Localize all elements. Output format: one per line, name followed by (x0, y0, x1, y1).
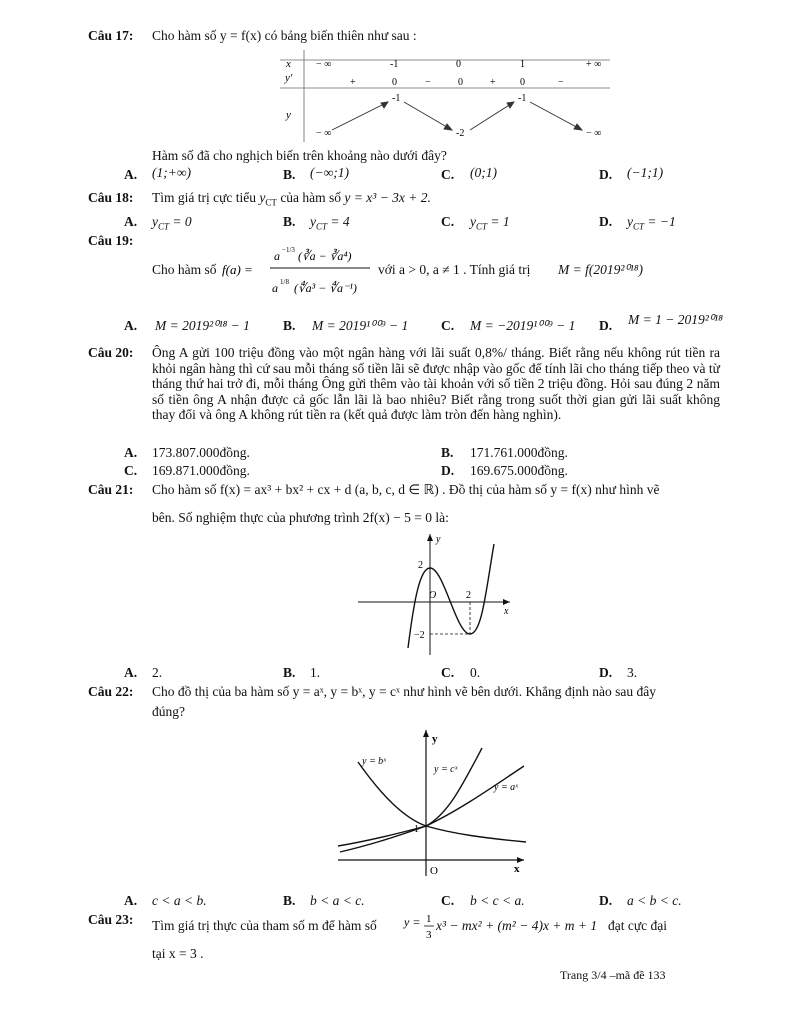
q19-target: M = f(2019²⁰¹⁸) (558, 262, 644, 277)
table-yp-0: + (350, 77, 356, 88)
q22-label-b: y = bˣ (362, 756, 387, 767)
q17-opt-a: (1;+∞) (152, 165, 191, 180)
q20-text: Ông A gửi 100 triệu đồng vào một ngân hàng với lãi suất 0,8%/ tháng. Biết rằng nếu không rút tiền ra khỏi ngân hàng thì cứ sau mỗi tháng số tiền lãi sẽ được nhập vào gốc để tính lãi cho tháng tiếp theo và từ tháng thứ hai trở đi, mỗi tháng Ông gửi thêm vào tài khoản với số tiền 2 triệu đồng. Hỏi sau đúng 2 năm số tiền ông A nhận được cả gốc lẫn lãi là bao nhiêu? Biết rằng trong suốt thời gian gửi lãi suất không thay đổi và ông A không rút tiền ra (kết quả được làm tròn đến hàng nghìn). (152, 345, 720, 422)
q20-opt-a: 173.807.000đồng. (152, 445, 250, 460)
q17-stem: Cho hàm số y = f(x) có bảng biến thiên như sau : (152, 28, 417, 43)
q18-stem-sub: CT (265, 197, 277, 208)
q18-opt-b-sub: CT (316, 221, 328, 232)
svg-text:1: 1 (426, 913, 432, 925)
q18-opt-a-sub: CT (158, 221, 170, 232)
q21-tick-x2: 2 (466, 590, 471, 601)
table-yp-4: + (490, 77, 496, 88)
q22-opt-c: b < c < a. (470, 893, 525, 908)
q23-line1a: Tìm giá trị thực của tham số m để hàm số (152, 918, 377, 933)
q17-opt-c: (0;1) (470, 165, 497, 180)
q21-y-axis-label: y (436, 534, 441, 545)
q23-func: x³ − mx² + (m² − 4)x + m + 1 (436, 918, 598, 933)
table-y-max1: -1 (392, 93, 401, 104)
svg-text:a: a (272, 281, 278, 295)
q22-one-label: 1 (414, 824, 419, 835)
table-yp-2: − (425, 77, 431, 88)
q23-line1b: đạt cực đại (608, 918, 668, 933)
q21-opt-d: 3. (627, 665, 638, 680)
q21-opt-a: 2. (152, 665, 163, 680)
q19-opt-a-letter: A. (124, 318, 138, 333)
q18-opt-c-letter: C. (441, 214, 455, 229)
q20-opt-c: 169.871.000đồng. (152, 463, 250, 478)
q22-opt-c-letter: C. (441, 893, 455, 908)
q21-origin-label: O (429, 590, 437, 601)
q18-opt-b-letter: B. (283, 214, 296, 229)
q22-opt-a: c < a < b. (152, 893, 207, 908)
q22-line1: Cho đồ thị của ba hàm số y = aˣ, y = bˣ, y = cˣ như hình vẽ bên dưới. Khẳng định nào sau đây (152, 684, 656, 699)
table-y-label: y (286, 109, 291, 121)
q20-opt-a-letter: A. (124, 445, 138, 460)
q19-formula (222, 238, 372, 304)
q20-opt-d-letter: D. (441, 463, 455, 478)
q18-opt-b-val: = 4 (330, 214, 350, 229)
q22-opt-d-letter: D. (599, 893, 613, 908)
svg-text:3: 3 (426, 929, 432, 941)
svg-text:1/8: 1/8 (280, 278, 289, 286)
q19-cond: với a > 0, a ≠ 1 . Tính giá trị (378, 262, 531, 277)
q19-opt-d-letter: D. (599, 318, 613, 333)
q17-opt-b: (−∞;1) (310, 165, 349, 180)
table-x-1: -1 (390, 59, 399, 70)
q23-label: Câu 23: (88, 912, 134, 927)
q18-func: y = x³ − 3x + 2. (344, 190, 431, 205)
q18-opt-d-val: = −1 (647, 214, 676, 229)
table-yp-3: 0 (458, 77, 463, 88)
q22-line2: đúng? (152, 704, 185, 719)
q20-opt-c-letter: C. (124, 463, 138, 478)
q18-opt-a-var: y (152, 214, 158, 229)
svg-text:y =: y = (404, 915, 421, 929)
table-x-4: + ∞ (586, 59, 602, 70)
q22-opt-b: b < a < c. (310, 893, 365, 908)
table-y-max2: -1 (518, 93, 527, 104)
q20-opt-b: 171.761.000đồng. (470, 445, 568, 460)
q22-opt-a-letter: A. (124, 893, 138, 908)
variation-table (280, 50, 610, 142)
q18-opt-d (627, 214, 676, 232)
q18-opt-d-letter: D. (599, 214, 613, 229)
q17-question: Hàm số đã cho nghịch biến trên khoảng nào dưới đây? (152, 148, 447, 163)
q18-opt-c-sub: CT (476, 221, 488, 232)
q21-opt-c-letter: C. (441, 665, 455, 680)
q18-opt-a-val: = 0 (172, 214, 192, 229)
q18-label: Câu 18: (88, 190, 134, 205)
q18-stem-a: Tìm giá trị cực tiểu (152, 190, 257, 205)
q19-opt-c: M = −2019¹⁰⁰⁹ − 1 (470, 318, 576, 333)
q22-opt-d: a < b < c. (627, 893, 682, 908)
svg-text:(∜a³ − ∜a⁻¹): (∜a³ − ∜a⁻¹) (294, 281, 357, 295)
q22-label-a: y = aˣ (494, 782, 519, 793)
q19-opt-a: M = 2019²⁰¹⁸ − 1 (155, 318, 250, 333)
table-yp-1: 0 (392, 77, 397, 88)
table-y-neginf-left: − ∞ (316, 128, 332, 139)
q19-label: Câu 19: (88, 233, 134, 248)
q22-label: Câu 22: (88, 684, 134, 699)
table-yp-label: y' (285, 72, 293, 84)
q21-opt-c: 0. (470, 665, 481, 680)
q19-opt-b-letter: B. (283, 318, 296, 333)
table-x-3: 1 (520, 59, 525, 70)
q22-y-axis-label: y (432, 733, 438, 745)
q23-line2: tại x = 3 . (152, 946, 204, 961)
q18-opt-c (470, 214, 510, 232)
table-x-2: 0 (456, 59, 461, 70)
q19-stem: Cho hàm số (152, 262, 217, 277)
q17-opt-b-letter: B. (283, 167, 296, 182)
q19-opt-c-letter: C. (441, 318, 455, 333)
q18-opt-b (310, 214, 350, 232)
svg-text:a: a (274, 249, 280, 263)
q18-stem-var: y (259, 190, 266, 205)
svg-text:−1/3: −1/3 (282, 246, 295, 254)
q18-stem (152, 190, 431, 208)
table-y-neginf-right: − ∞ (586, 128, 602, 139)
table-y-min: -2 (456, 128, 465, 139)
q21-tick-y2: 2 (418, 560, 423, 571)
q17-opt-a-letter: A. (124, 167, 138, 182)
q21-opt-a-letter: A. (124, 665, 138, 680)
q18-opt-b-var: y (310, 214, 316, 229)
q17-opt-d-letter: D. (599, 167, 613, 182)
q21-opt-b-letter: B. (283, 665, 296, 680)
table-yp-6: − (558, 77, 564, 88)
q22-label-c: y = cˣ (434, 764, 458, 775)
table-yp-5: 0 (520, 77, 525, 88)
svg-text:(∛a − ∛a⁴): (∛a − ∛a⁴) (298, 249, 352, 263)
q22-origin-label: O (430, 865, 438, 877)
q20-label: Câu 20: (88, 345, 134, 360)
q22-x-axis-label: x (514, 863, 520, 875)
page-footer: Trang 3/4 –mã đề 133 (560, 968, 666, 982)
q20-opt-d: 169.675.000đồng. (470, 463, 568, 478)
q22-opt-b-letter: B. (283, 893, 296, 908)
table-x-0: − ∞ (316, 59, 332, 70)
q20-opt-b-letter: B. (441, 445, 454, 460)
q21-cubic-graph (350, 530, 520, 658)
q21-opt-b: 1. (310, 665, 321, 680)
q18-opt-a (152, 214, 192, 232)
q17-opt-c-letter: C. (441, 167, 455, 182)
q18-opt-c-val: = 1 (490, 214, 510, 229)
q18-opt-c-var: y (470, 214, 476, 229)
q17-opt-d: (−1;1) (627, 165, 664, 180)
q22-exp-graph (334, 726, 534, 878)
svg-text:f(a) =: f(a) = (222, 262, 253, 277)
q23-fraction (400, 908, 440, 948)
q21-x-axis-label: x (504, 606, 509, 617)
q21-label: Câu 21: (88, 482, 134, 497)
q19-opt-d: M = 1 − 2019²⁰¹⁸ (628, 312, 723, 327)
q17-label: Câu 17: (88, 28, 134, 43)
q19-opt-b: M = 2019¹⁰⁰⁹ − 1 (312, 318, 409, 333)
q21-line1: Cho hàm số f(x) = ax³ + bx² + cx + d (a, b, c, d ∈ ℝ) . Đồ thị của hàm số y = f(x) như hình vẽ (152, 482, 660, 497)
q21-tick-ym2: −2 (414, 630, 425, 641)
q21-line2: bên. Số nghiệm thực của phương trình 2f(x) − 5 = 0 là: (152, 510, 449, 525)
q18-stem-b: của hàm số (280, 190, 342, 205)
q18-opt-d-var: y (627, 214, 633, 229)
q18-opt-a-letter: A. (124, 214, 138, 229)
q21-opt-d-letter: D. (599, 665, 613, 680)
table-x-label: x (286, 58, 291, 70)
q18-opt-d-sub: CT (633, 221, 645, 232)
